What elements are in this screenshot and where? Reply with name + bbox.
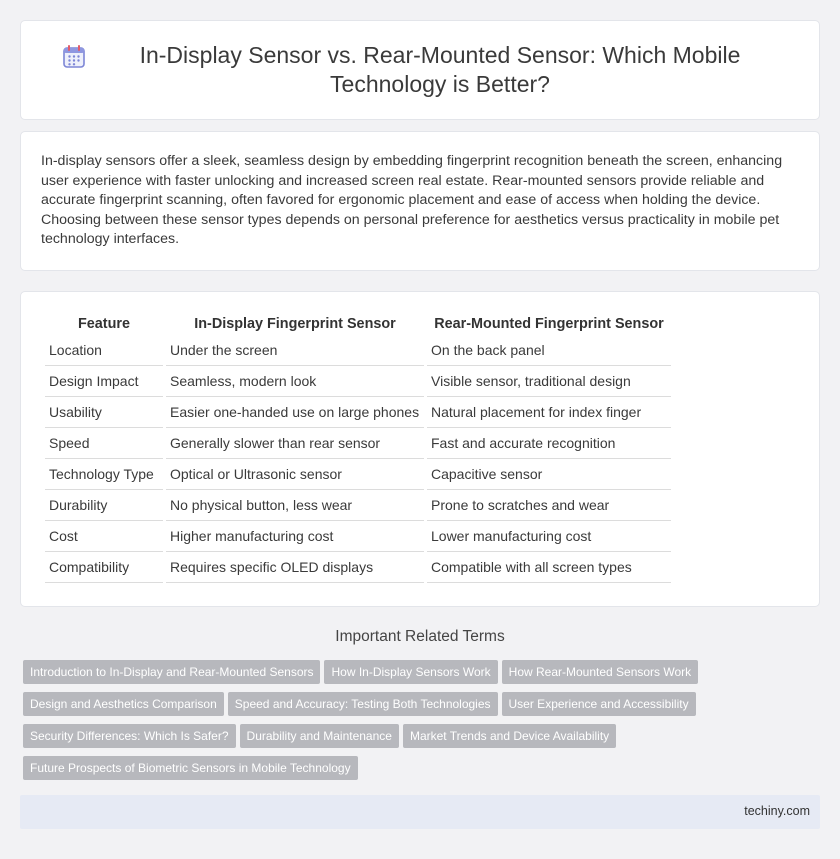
related-tag[interactable]: Security Differences: Which Is Safer? <box>23 724 236 748</box>
footer <box>20 795 820 829</box>
page-title: In-Display Sensor vs. Rear-Mounted Sensor: Which Mobile Technology is Better? <box>139 42 741 97</box>
comparison-table <box>42 314 674 583</box>
row-in-display: Optical or Ultrasonic sensor <box>166 459 424 490</box>
related-tag[interactable]: Durability and Maintenance <box>240 724 399 748</box>
related-tag[interactable]: Future Prospects of Biometric Sensors in Mobile Technology <box>23 756 358 780</box>
row-feature: Usability <box>45 397 163 428</box>
table-row <box>45 459 671 490</box>
table-row <box>45 552 671 583</box>
related-tag[interactable]: How Rear-Mounted Sensors Work <box>502 660 699 684</box>
table-row <box>45 335 671 366</box>
row-feature: Cost <box>45 521 163 552</box>
related-tag[interactable]: Design and Aesthetics Comparison <box>23 692 224 716</box>
title-wrap <box>21 41 819 99</box>
table-row <box>45 428 671 459</box>
row-feature: Durability <box>45 490 163 521</box>
footer-site-link[interactable]: techiny.com <box>744 804 810 818</box>
row-rear-mounted: Fast and accurate recognition <box>427 428 671 459</box>
row-in-display: Higher manufacturing cost <box>166 521 424 552</box>
row-in-display: Easier one-handed use on large phones <box>166 397 424 428</box>
header-feature: Feature <box>78 316 130 332</box>
related-tag[interactable]: Introduction to In-Display and Rear-Mounted Sensors <box>23 660 320 684</box>
row-feature: Compatibility <box>45 552 163 583</box>
row-feature: Location <box>45 335 163 366</box>
row-rear-mounted: Lower manufacturing cost <box>427 521 671 552</box>
row-rear-mounted: Natural placement for index finger <box>427 397 671 428</box>
related-tag[interactable]: User Experience and Accessibility <box>502 692 696 716</box>
row-rear-mounted: Capacitive sensor <box>427 459 671 490</box>
row-in-display: Generally slower than rear sensor <box>166 428 424 459</box>
intro-card <box>20 131 820 271</box>
related-terms-list <box>23 660 823 788</box>
related-tag[interactable]: Speed and Accuracy: Testing Both Technologies <box>228 692 498 716</box>
row-feature: Technology Type <box>45 459 163 490</box>
table-row <box>45 397 671 428</box>
row-feature: Design Impact <box>45 366 163 397</box>
related-terms-heading: Important Related Terms <box>335 628 505 645</box>
comparison-card <box>20 291 820 607</box>
row-rear-mounted: Prone to scratches and wear <box>427 490 671 521</box>
row-in-display: Requires specific OLED displays <box>166 552 424 583</box>
title-card <box>20 20 820 120</box>
row-rear-mounted: On the back panel <box>427 335 671 366</box>
related-tag[interactable]: How In-Display Sensors Work <box>324 660 497 684</box>
row-rear-mounted: Visible sensor, traditional design <box>427 366 671 397</box>
row-in-display: Under the screen <box>166 335 424 366</box>
calendar-icon <box>61 44 87 70</box>
header-in-display: In-Display Fingerprint Sensor <box>194 316 396 332</box>
related-tag[interactable]: Market Trends and Device Availability <box>403 724 616 748</box>
table-row <box>45 366 671 397</box>
table-header-row <box>45 314 671 335</box>
table-row <box>45 521 671 552</box>
intro-paragraph: In-display sensors offer a sleek, seamless design by embedding fingerprint recognition beneath the screen, enhancing user experience with faster unlocking and increased screen real estate. Rear-mounted sensors provide reliable and accurate fingerprint scanning, often favored for ergonomic placement and ease of access when holding the device. Choosing between these sensor types depends on personal preference for aesthetics versus practicality in mobile pet technology interfaces. <box>41 153 783 248</box>
row-in-display: No physical button, less wear <box>166 490 424 521</box>
row-in-display: Seamless, modern look <box>166 366 424 397</box>
table-row <box>45 490 671 521</box>
row-feature: Speed <box>45 428 163 459</box>
row-rear-mounted: Compatible with all screen types <box>427 552 671 583</box>
header-rear-mounted: Rear-Mounted Fingerprint Sensor <box>434 316 664 332</box>
